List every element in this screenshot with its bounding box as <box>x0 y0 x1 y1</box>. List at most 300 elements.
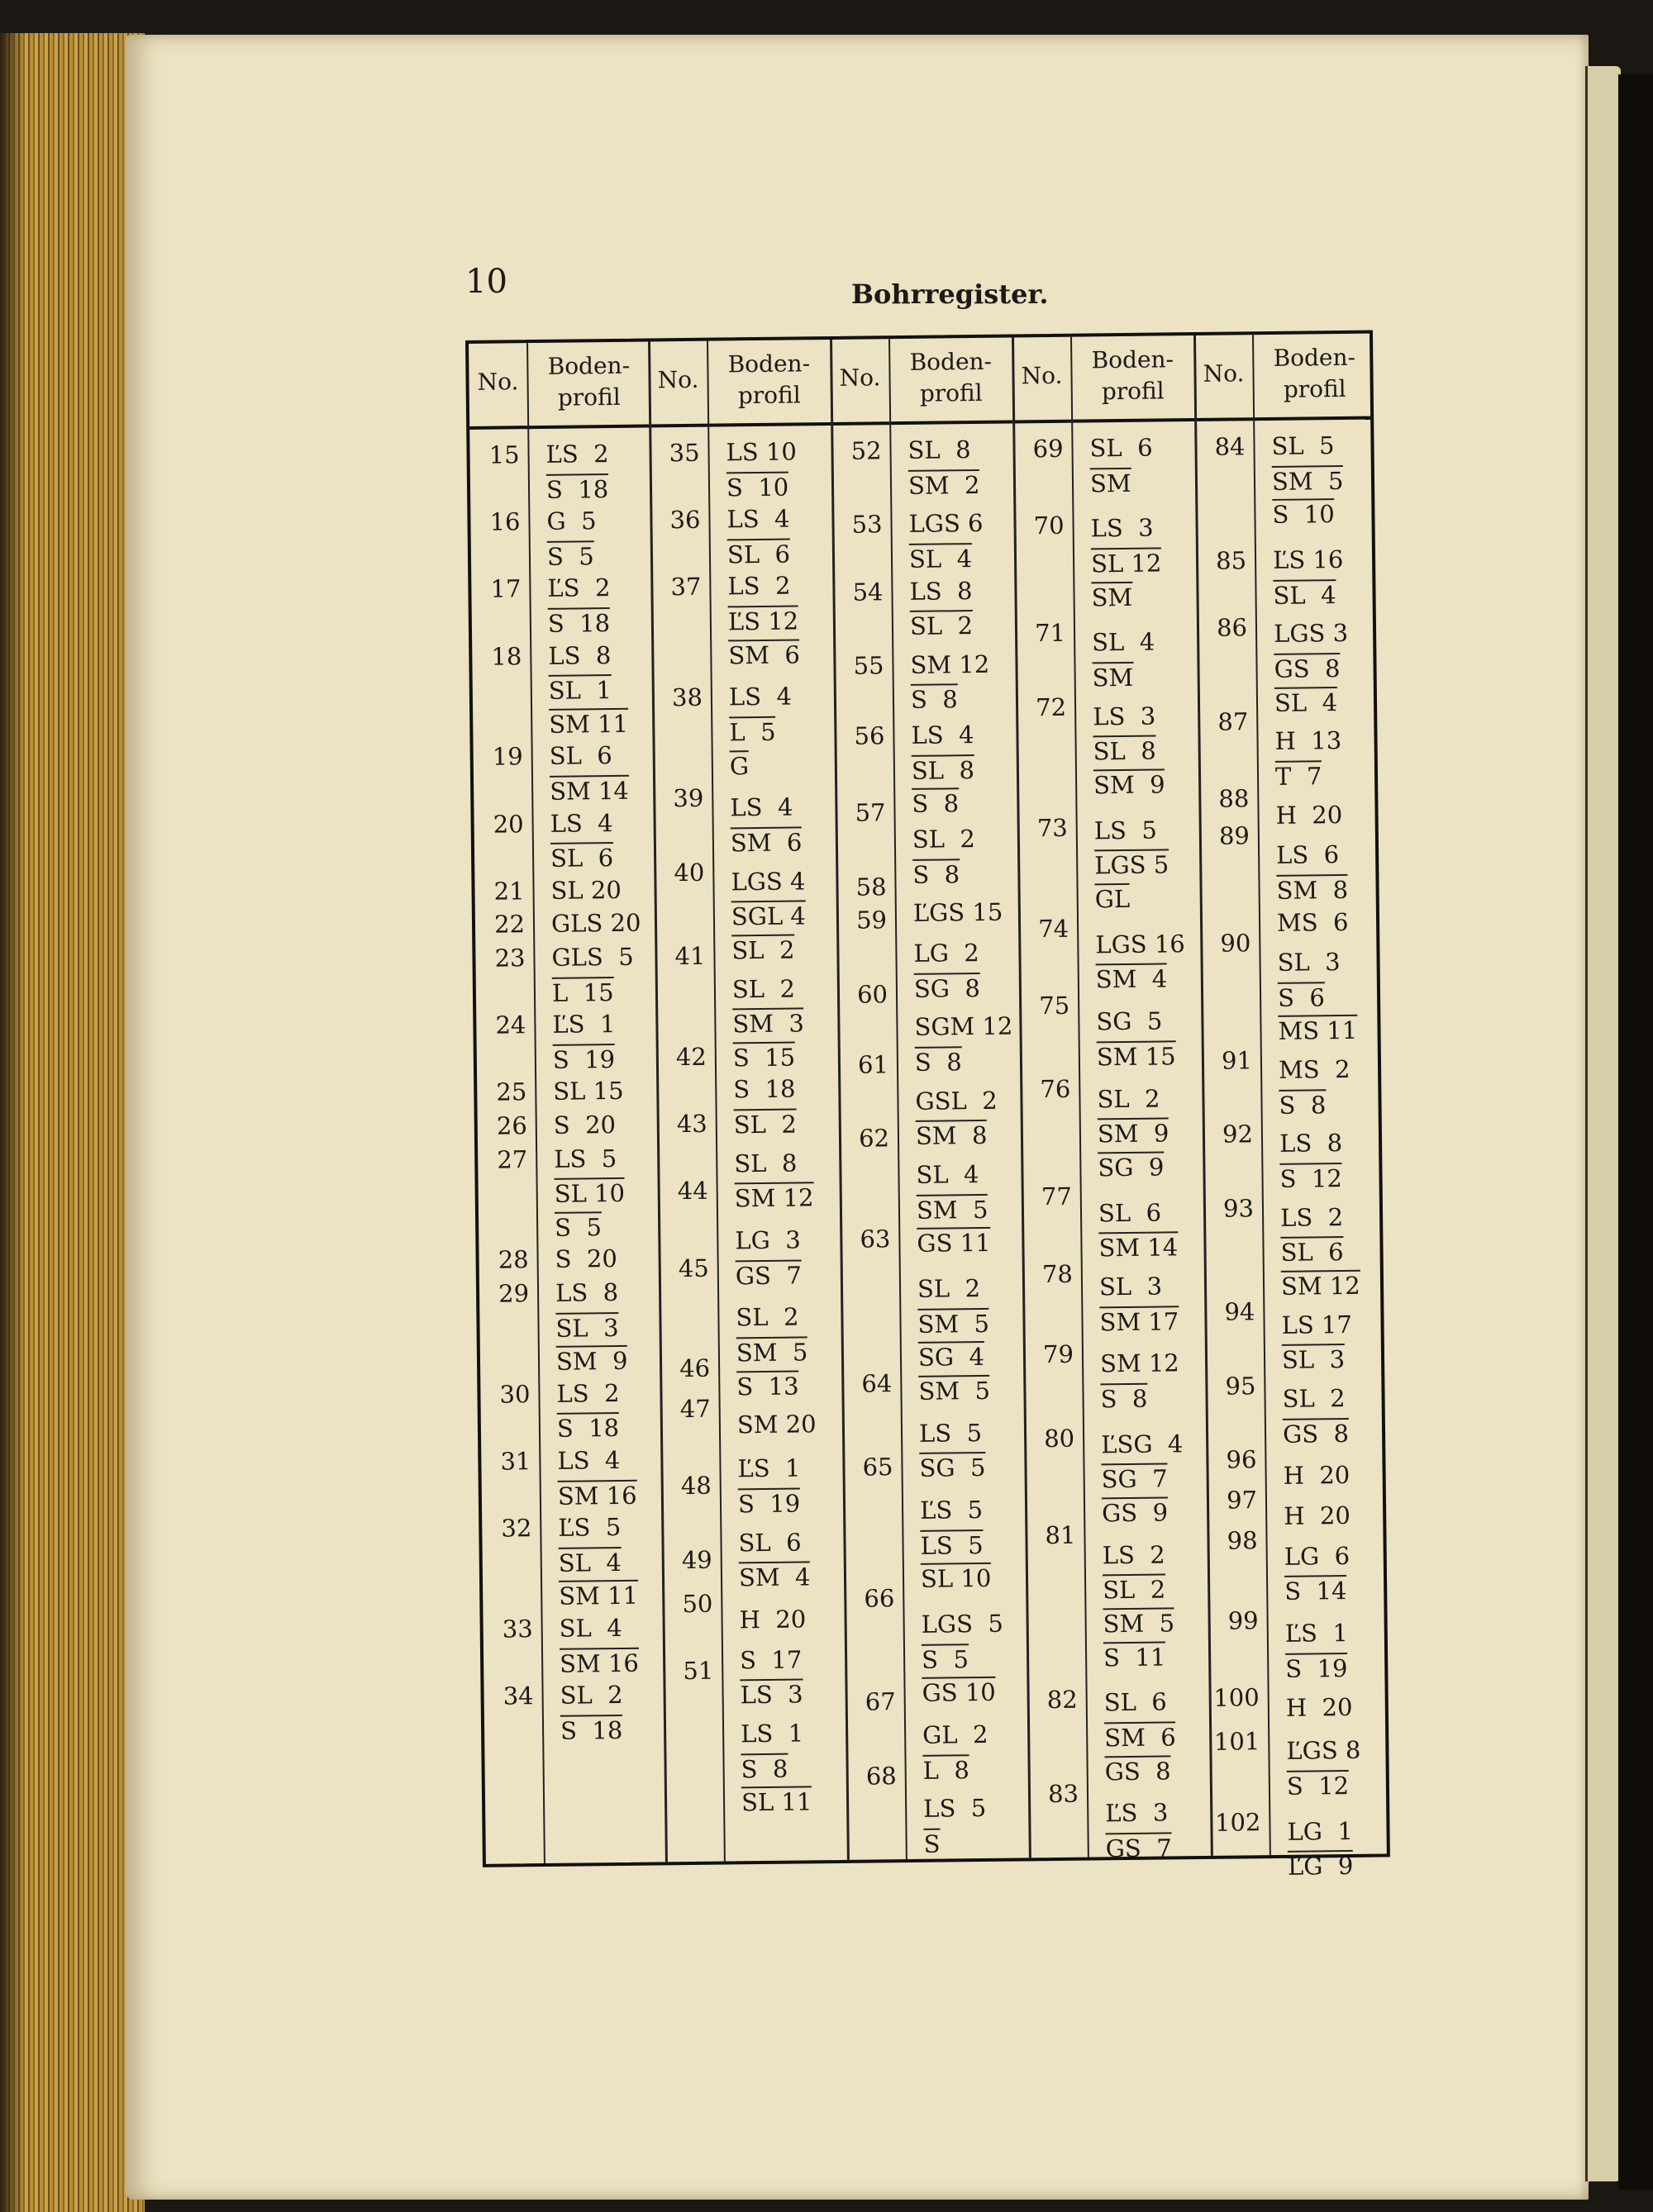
soil-profile-entry: H 13 <box>1274 726 1342 756</box>
soil-profile-entry: ĽS 1 <box>552 1010 616 1039</box>
borehole-number: 47 <box>679 1394 711 1424</box>
soil-profile-entry: S 8 <box>912 859 960 889</box>
soil-profile-entry: S 20 <box>553 1110 617 1139</box>
borehole-number: 16 <box>489 507 521 536</box>
soil-profile-entry: GS 8 <box>1104 1757 1171 1786</box>
soil-profile-entry: H 20 <box>1284 1501 1351 1530</box>
borehole-number: 100 <box>1213 1683 1260 1713</box>
borehole-number: 33 <box>502 1615 533 1644</box>
borehole-number: 67 <box>865 1687 896 1716</box>
soil-profile-entry: SM 12 <box>734 1183 814 1213</box>
borehole-number: 38 <box>671 683 703 712</box>
soil-profile-entry: S 5 <box>921 1644 969 1674</box>
soil-profile-entry: SM 9 <box>1093 770 1165 800</box>
background-strip <box>1618 74 1653 2190</box>
soil-profile-entry: LS 4 <box>726 504 790 534</box>
soil-profile-entry: SM 12 <box>910 649 990 679</box>
borehole-number: 85 <box>1215 546 1247 575</box>
borehole-number: 58 <box>855 873 887 901</box>
soil-profile-entry: SL 2 <box>1097 1084 1160 1114</box>
borehole-number: 17 <box>490 574 522 604</box>
soil-profile-entry: SL 2 <box>1282 1384 1346 1413</box>
borehole-number: 90 <box>1220 929 1251 958</box>
soil-profile-entry: S 17 <box>739 1645 803 1674</box>
group-divider <box>648 341 668 1862</box>
soil-profile-entry: ĽG 9 <box>1287 1852 1354 1881</box>
soil-profile-entry: LGS 5 <box>1094 850 1169 880</box>
soil-profile-entry: SM 9 <box>1097 1119 1169 1149</box>
soil-profile-entry: LS 5 <box>554 1144 617 1173</box>
soil-profile-entry: S 10 <box>726 473 789 502</box>
soil-profile-entry: G 5 <box>546 507 597 536</box>
soil-profile-entry: SM 5 <box>918 1376 991 1406</box>
borehole-number: 93 <box>1222 1193 1255 1223</box>
borehole-number: 31 <box>500 1447 531 1476</box>
borehole-register-table <box>465 331 1390 1881</box>
soil-profile-entry: SL 2 <box>731 935 795 965</box>
soil-profile-entry: GS 7 <box>1105 1834 1172 1863</box>
header-line-2: profil <box>737 381 801 410</box>
soil-profile-entry: LS 2 <box>727 571 791 601</box>
borehole-number: 21 <box>493 877 525 906</box>
soil-profile-entry: LS 5 <box>918 1418 983 1448</box>
borehole-number: 71 <box>1034 619 1066 648</box>
borehole-number: 37 <box>670 573 702 602</box>
borehole-number: 49 <box>681 1545 712 1574</box>
header-line-1: Boden- <box>909 347 993 376</box>
borehole-number: 102 <box>1214 1807 1261 1837</box>
soil-profile-entry: T 7 <box>1274 762 1322 791</box>
borehole-number: 27 <box>497 1144 528 1174</box>
soil-profile-entry: S 15 <box>732 1043 796 1073</box>
borehole-number: 28 <box>498 1245 529 1275</box>
soil-profile-entry: SL 5 <box>1271 431 1335 460</box>
borehole-number: 44 <box>677 1176 708 1206</box>
borehole-number: 43 <box>676 1109 707 1139</box>
soil-profile-entry: SG 7 <box>1101 1464 1168 1494</box>
soil-profile-entry: LS 8 <box>909 576 973 606</box>
borehole-number: 32 <box>501 1514 532 1543</box>
soil-profile-entry: LS 8 <box>548 640 612 670</box>
soil-profile-entry: S 13 <box>736 1372 799 1401</box>
soil-profile-entry: SM 5 <box>1271 466 1344 496</box>
borehole-number: 70 <box>1033 511 1065 540</box>
borehole-number: 50 <box>682 1589 713 1618</box>
soil-profile-entry: S 20 <box>555 1244 618 1274</box>
soil-profile-entry: SL 6 <box>1098 1198 1162 1228</box>
soil-profile-entry: SM 6 <box>728 640 800 670</box>
header-line-2: profil <box>557 383 621 411</box>
borehole-number: 25 <box>496 1077 527 1107</box>
header-no: No. <box>657 365 699 394</box>
soil-profile-entry: S 8 <box>914 1048 962 1077</box>
borehole-number: 95 <box>1225 1372 1256 1401</box>
borehole-number: 94 <box>1224 1297 1255 1327</box>
soil-profile-entry: SM 8 <box>1276 875 1349 905</box>
borehole-number: 19 <box>492 742 523 772</box>
borehole-number: 98 <box>1227 1525 1258 1555</box>
soil-profile-entry: LS 5 <box>920 1530 984 1560</box>
borehole-number: 69 <box>1032 434 1064 464</box>
borehole-number: 65 <box>862 1453 893 1482</box>
header-bodenprofil <box>1070 344 1195 408</box>
borehole-number: 86 <box>1216 613 1248 642</box>
borehole-number: 92 <box>1222 1120 1254 1149</box>
borehole-number: 75 <box>1039 991 1070 1020</box>
soil-profile-entry: S 11 <box>1103 1643 1166 1672</box>
soil-profile-entry: SL 15 <box>553 1077 624 1106</box>
soil-profile-entry: MS 2 <box>1278 1055 1351 1085</box>
borehole-number: 88 <box>1218 784 1250 813</box>
soil-profile-entry: ĽS 1 <box>1284 1619 1349 1648</box>
borehole-number: 41 <box>674 941 706 971</box>
soil-profile-entry: S 19 <box>1285 1653 1348 1683</box>
borehole-number: 89 <box>1218 821 1250 850</box>
soil-profile-entry: S 8 <box>741 1754 788 1783</box>
soil-profile-entry: S 12 <box>1279 1164 1342 1193</box>
soil-profile-entry: S 8 <box>912 789 960 819</box>
soil-profile-entry: SG 5 <box>919 1453 986 1483</box>
soil-profile-entry: GS 9 <box>1101 1498 1169 1528</box>
borehole-number: 51 <box>683 1656 714 1685</box>
borehole-number: 96 <box>1226 1445 1257 1474</box>
soil-profile-entry: S 14 <box>1284 1577 1347 1606</box>
soil-profile-entry: ĽS 2 <box>547 573 611 603</box>
soil-profile-entry: SL 6 <box>726 540 791 569</box>
soil-profile-entry: GSL 2 <box>915 1086 998 1116</box>
soil-profile-entry: SM 11 <box>549 709 629 739</box>
soil-profile-entry: S 18 <box>556 1414 620 1444</box>
soil-profile-entry: S 8 <box>1279 1090 1327 1120</box>
soil-profile-entry: S 18 <box>733 1074 796 1104</box>
header-line-1: Boden- <box>547 351 631 380</box>
soil-profile-entry: SM 6 <box>1104 1723 1176 1753</box>
soil-profile-entry: S 19 <box>552 1044 616 1074</box>
borehole-number: 97 <box>1226 1486 1258 1515</box>
borehole-number: 79 <box>1042 1339 1074 1369</box>
soil-profile-entry: S 18 <box>547 609 611 638</box>
soil-profile-entry: SG 4 <box>917 1343 985 1372</box>
soil-profile-entry: SL 8 <box>907 435 971 464</box>
running-head: Bohrregister. <box>851 278 1049 310</box>
soil-profile-entry: LG 6 <box>1284 1541 1351 1571</box>
soil-profile-entry: SL 2 <box>731 974 796 1003</box>
soil-profile-entry: LGS 5 <box>921 1609 1004 1639</box>
soil-profile-entry: S 19 <box>737 1489 801 1519</box>
borehole-number: 68 <box>865 1761 897 1791</box>
group-divider <box>830 340 850 1860</box>
soil-profile-entry: SL 11 <box>741 1787 812 1817</box>
header-bodenprofil <box>707 348 831 412</box>
borehole-number: 76 <box>1040 1075 1071 1104</box>
borehole-number: 57 <box>855 798 886 828</box>
soil-profile-entry: S 6 <box>1277 983 1326 1012</box>
soil-profile-entry: S 18 <box>560 1715 623 1745</box>
borehole-number: 73 <box>1036 813 1068 842</box>
soil-profile-entry: SM 5 <box>917 1309 990 1339</box>
borehole-number: 40 <box>674 858 705 887</box>
soil-profile-entry: LS 10 <box>726 437 797 467</box>
borehole-number: 91 <box>1221 1046 1253 1075</box>
soil-profile-entry: SL 2 <box>909 611 974 641</box>
borehole-number: 61 <box>857 1050 889 1079</box>
soil-profile-entry: SM 11 <box>559 1582 639 1611</box>
soil-profile-entry: SL 4 <box>916 1159 979 1189</box>
soil-profile-entry: SL 2 <box>912 824 976 854</box>
borehole-number: 101 <box>1213 1727 1260 1756</box>
soil-profile-entry: SG 8 <box>913 973 981 1003</box>
borehole-number: 23 <box>494 944 526 973</box>
borehole-number: 81 <box>1045 1521 1076 1550</box>
column-divider <box>888 339 907 1859</box>
soil-profile-entry: SL 6 <box>1280 1238 1344 1268</box>
soil-profile-entry: SM 5 <box>916 1195 988 1225</box>
soil-profile-entry: SGL 4 <box>731 901 807 931</box>
soil-profile-entry: LG 2 <box>913 938 979 968</box>
soil-profile-entry: SM 16 <box>557 1481 637 1510</box>
borehole-number: 72 <box>1035 692 1067 721</box>
soil-profile-entry: S <box>923 1829 941 1858</box>
soil-profile-entry: SL 20 <box>550 875 622 905</box>
soil-profile-entry: LS 8 <box>1279 1129 1343 1158</box>
soil-profile-entry: SL 6 <box>738 1527 802 1557</box>
soil-profile-entry: LS 2 <box>1102 1540 1165 1570</box>
soil-profile-entry: GS 10 <box>922 1678 996 1708</box>
column-divider <box>707 341 726 1862</box>
borehole-number: 74 <box>1038 914 1069 943</box>
borehole-number: 46 <box>679 1354 711 1383</box>
borehole-number: 30 <box>499 1379 531 1409</box>
soil-profile-entry: SM 20 <box>736 1410 817 1439</box>
soil-profile-entry: ĽS 5 <box>919 1495 984 1525</box>
soil-profile-entry: ĽGS 15 <box>912 897 1003 928</box>
soil-profile-entry: SM 5 <box>1103 1609 1175 1639</box>
soil-profile-entry: SL 6 <box>550 844 614 873</box>
soil-profile-entry: SM 14 <box>550 776 630 806</box>
soil-profile-entry: GLS 20 <box>550 909 641 939</box>
soil-profile-entry: LS 4 <box>557 1445 621 1475</box>
soil-profile-entry: MS 6 <box>1276 907 1349 937</box>
soil-profile-entry: LS 1 <box>740 1719 804 1748</box>
soil-profile-entry: S 10 <box>1272 500 1335 530</box>
page-number: 10 <box>465 263 507 301</box>
borehole-number: 82 <box>1046 1686 1078 1715</box>
soil-profile-entry: LG 1 <box>1287 1816 1354 1846</box>
soil-profile-entry: LS 4 <box>550 808 613 838</box>
soil-profile-entry: LG 3 <box>735 1225 801 1255</box>
soil-profile-entry: GL 2 <box>922 1720 988 1749</box>
soil-profile-entry: LS 6 <box>1275 840 1340 870</box>
soil-profile-entry: SL 6 <box>1103 1687 1167 1717</box>
soil-profile-entry: LS 5 <box>1093 816 1157 845</box>
header-bodenprofil <box>526 350 651 414</box>
soil-profile-entry: S 12 <box>1286 1771 1350 1801</box>
soil-profile-entry: LGS 3 <box>1273 619 1349 649</box>
borehole-number: 20 <box>493 809 524 839</box>
soil-profile-entry: SM 17 <box>1099 1306 1179 1336</box>
borehole-number: 54 <box>852 577 884 607</box>
soil-profile-entry: SM <box>1092 663 1134 692</box>
borehole-number: 24 <box>495 1011 526 1039</box>
header-no: No. <box>1021 361 1063 390</box>
header-line-1: Boden- <box>1091 345 1174 374</box>
borehole-number: 18 <box>491 641 522 671</box>
soil-profile-entry: SM 16 <box>559 1648 640 1678</box>
soil-profile-entry: H 20 <box>739 1605 807 1634</box>
borehole-number: 83 <box>1047 1779 1079 1809</box>
borehole-number: 59 <box>855 906 888 935</box>
header-line-1: Boden- <box>727 350 811 378</box>
soil-profile-entry: SL 3 <box>555 1313 619 1343</box>
soil-profile-entry: MS 11 <box>1278 1016 1358 1046</box>
soil-profile-entry: LS 3 <box>1090 514 1154 543</box>
soil-profile-entry: H 20 <box>1283 1461 1351 1491</box>
header-line-2: profil <box>919 378 983 407</box>
soil-profile-entry: SL 3 <box>1281 1345 1346 1375</box>
borehole-number: 42 <box>675 1042 707 1071</box>
soil-profile-entry: LS 17 <box>1281 1310 1353 1339</box>
soil-profile-entry: SM 14 <box>1098 1233 1179 1263</box>
soil-profile-entry: LS 8 <box>555 1277 619 1307</box>
soil-profile-entry: S 18 <box>545 474 609 504</box>
borehole-number: 55 <box>853 651 884 680</box>
soil-profile-entry: GS 8 <box>1274 654 1341 683</box>
borehole-number: 77 <box>1041 1182 1072 1211</box>
soil-profile-entry: SM 3 <box>732 1009 805 1039</box>
header-line-2: profil <box>1101 377 1165 406</box>
borehole-number: 53 <box>851 510 883 540</box>
header-line-1: Boden- <box>1273 343 1356 372</box>
soil-profile-entry: S 5 <box>554 1212 603 1242</box>
soil-profile-entry: LGS 4 <box>731 867 806 897</box>
borehole-number: 45 <box>678 1253 709 1282</box>
borehole-number: 29 <box>498 1279 530 1308</box>
borehole-number: 26 <box>496 1111 527 1140</box>
soil-profile-entry: LS 4 <box>728 682 793 711</box>
soil-profile-entry: SM 5 <box>736 1338 808 1368</box>
soil-profile-entry: L 15 <box>551 978 614 1007</box>
soil-profile-entry: ĽGS 8 <box>1286 1736 1361 1766</box>
soil-profile-entry: SG 9 <box>1098 1153 1165 1182</box>
soil-profile-entry: GL <box>1094 884 1131 914</box>
soil-profile-entry: SM 6 <box>730 828 803 858</box>
soil-profile-entry: SL 1 <box>548 676 612 706</box>
soil-profile-entry: LS 5 <box>923 1794 987 1824</box>
borehole-number: 15 <box>488 440 520 469</box>
soil-profile-entry: SM <box>1089 469 1131 498</box>
header-no: No. <box>1203 359 1245 388</box>
soil-profile-entry: SM <box>1091 583 1133 612</box>
soil-profile-entry: SM 12 <box>1099 1349 1179 1378</box>
borehole-number: 87 <box>1217 707 1249 736</box>
soil-profile-entry: SL 8 <box>911 755 975 785</box>
soil-profile-entry: SL 3 <box>1098 1272 1163 1301</box>
soil-profile-entry: SL 4 <box>908 544 973 573</box>
borehole-number: 60 <box>856 979 888 1009</box>
header-bodenprofil <box>1252 341 1377 406</box>
borehole-number: 64 <box>861 1368 893 1398</box>
soil-profile-entry: SG 5 <box>1096 1006 1163 1036</box>
soil-profile-entry: SL 6 <box>549 741 612 771</box>
soil-profile-entry: SL 4 <box>1092 628 1155 657</box>
soil-profile-entry: SM 4 <box>1095 964 1168 994</box>
soil-profile-entry: LS 4 <box>730 792 793 822</box>
header-rule <box>469 416 1370 430</box>
soil-profile-entry: SL 4 <box>1274 687 1338 717</box>
soil-profile-entry: GS 8 <box>1282 1419 1350 1449</box>
borehole-number: 62 <box>858 1124 890 1153</box>
column-divider <box>1070 337 1089 1858</box>
soil-profile-entry: SL 3 <box>1277 948 1341 978</box>
soil-profile-entry: H 20 <box>1285 1692 1353 1722</box>
soil-profile-entry: LS 2 <box>556 1378 620 1408</box>
soil-profile-entry: LS 4 <box>911 721 974 750</box>
soil-profile-entry: L 8 <box>922 1755 970 1785</box>
soil-profile-entry: GLS 5 <box>551 942 634 972</box>
soil-profile-entry: SL 4 <box>559 1613 622 1643</box>
soil-profile-entry: SM 15 <box>1096 1042 1176 1072</box>
soil-profile-entry: SL 6 <box>1089 433 1153 463</box>
borehole-number: 34 <box>503 1682 534 1710</box>
borehole-number: 52 <box>850 436 882 465</box>
soil-profile-entry: SM 8 <box>915 1121 988 1151</box>
soil-profile-entry: SL 4 <box>1273 580 1336 610</box>
borehole-number: 99 <box>1227 1606 1259 1635</box>
borehole-number: 35 <box>669 438 700 468</box>
soil-profile-entry: ĽS 16 <box>1272 545 1344 574</box>
borehole-number: 56 <box>854 721 885 750</box>
soil-profile-entry: ĽSG 4 <box>1101 1429 1184 1459</box>
borehole-number: 39 <box>673 783 704 813</box>
borehole-number: 66 <box>864 1583 895 1613</box>
header-no: No. <box>477 368 519 396</box>
soil-profile-entry: SL 10 <box>554 1179 626 1209</box>
soil-profile-entry: SL 8 <box>1093 736 1156 766</box>
borehole-number: 78 <box>1041 1259 1074 1288</box>
soil-profile-entry: GS 7 <box>735 1261 802 1291</box>
borehole-number: 48 <box>680 1472 712 1501</box>
soil-profile-entry: SL 2 <box>1103 1575 1166 1605</box>
soil-profile-entry: L 5 <box>729 717 776 747</box>
soil-profile-entry: ĽS 12 <box>727 607 799 636</box>
next-page-edge <box>1585 66 1621 2181</box>
soil-profile-entry: ĽS 1 <box>737 1453 801 1483</box>
soil-profile-entry: S 8 <box>910 685 958 715</box>
soil-profile-entry: ĽS 5 <box>558 1513 622 1543</box>
soil-profile-entry: SL 10 <box>920 1564 992 1594</box>
soil-profile-entry: LGS 6 <box>908 509 984 539</box>
borehole-number: 36 <box>669 505 701 535</box>
header-bodenprofil <box>888 345 1013 410</box>
header-line-2: profil <box>1283 374 1346 403</box>
borehole-number: 84 <box>1214 432 1246 461</box>
header-no: No. <box>839 364 881 392</box>
soil-profile-entry: SL 2 <box>736 1302 799 1332</box>
soil-profile-entry: S 8 <box>1100 1384 1148 1414</box>
soil-profile-entry: LS 2 <box>1279 1202 1344 1232</box>
soil-profile-entry: SM 12 <box>1280 1271 1360 1301</box>
binding-shadow <box>0 33 25 2212</box>
soil-profile-entry: SM 2 <box>907 470 980 500</box>
soil-profile-entry: SGM 12 <box>914 1011 1013 1042</box>
soil-profile-entry: GS 11 <box>917 1229 991 1258</box>
soil-profile-entry: SL 2 <box>560 1681 623 1710</box>
soil-profile-entry: SM 9 <box>555 1347 628 1377</box>
soil-profile-entry: H 20 <box>1275 800 1343 830</box>
borehole-number: 63 <box>860 1225 891 1253</box>
soil-profile-entry: SL 8 <box>734 1149 798 1178</box>
soil-profile-entry: SM 4 <box>738 1563 811 1592</box>
